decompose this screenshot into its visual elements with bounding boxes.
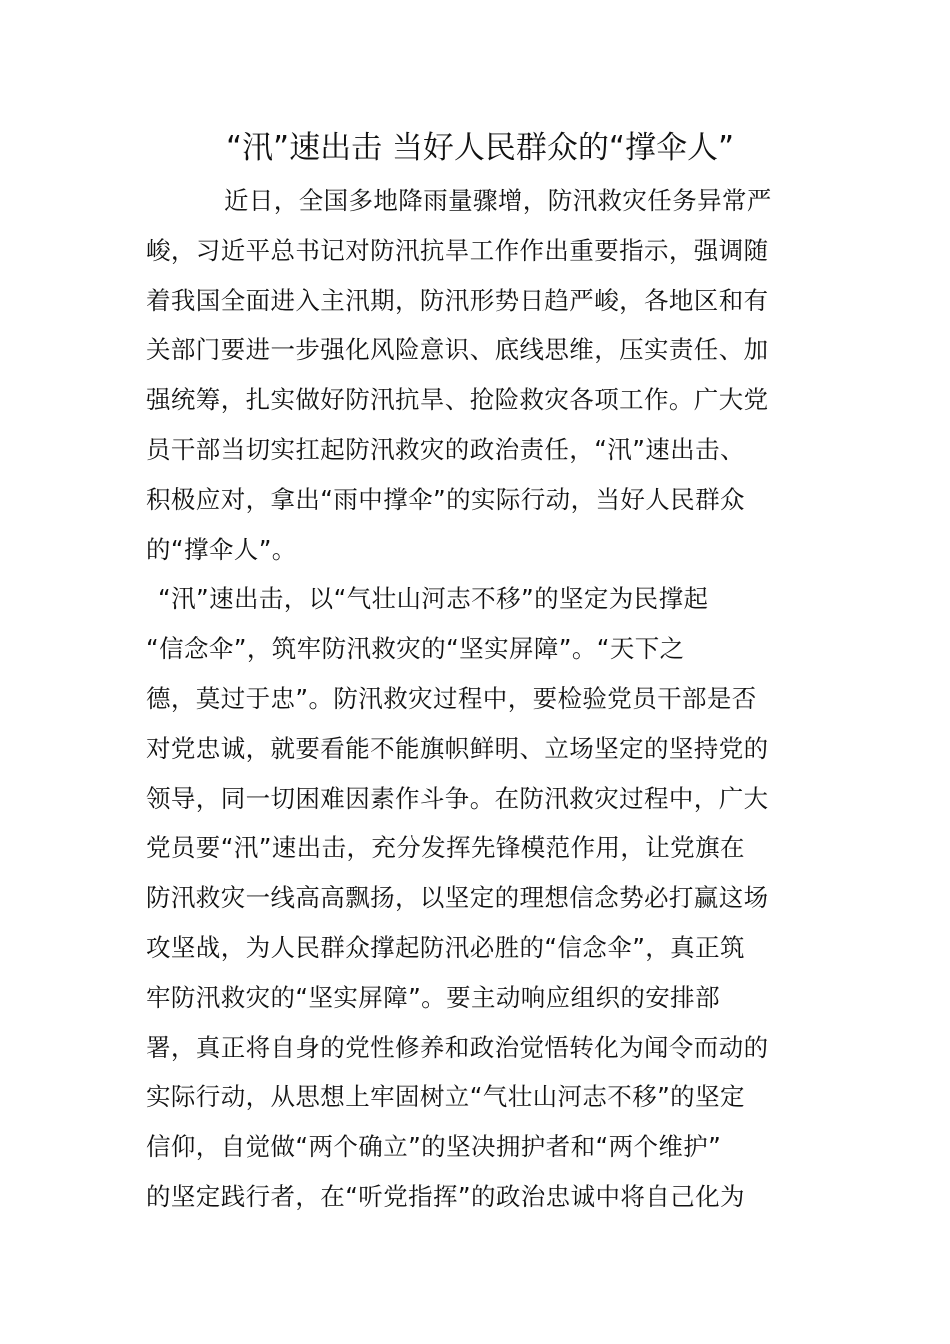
text-line: 强统筹，扎实做好防汛抗旱、抢险救灾各项工作。广大党 bbox=[146, 385, 769, 415]
document-title: “汛”速出击 当好人民群众的“撑伞人” bbox=[225, 130, 735, 166]
text-line: 牢防汛救灾的“坚实屏障”。要主动响应组织的安排部 bbox=[146, 982, 720, 1012]
text-line: 的“撑伞人”。 bbox=[146, 534, 297, 564]
document-body bbox=[146, 176, 806, 1222]
text-line: 德，莫过于忠”。防汛救灾过程中，要检验党员干部是否 bbox=[146, 683, 757, 713]
text-line: 积极应对，拿出“雨中撑伞”的实际行动，当好人民群众 bbox=[146, 484, 745, 514]
text-line: 领导，同一切困难因素作斗争。在防汛救灾过程中，广大 bbox=[146, 783, 769, 813]
text-line: 实际行动，从思想上牢固树立“气壮山河志不移”的坚定 bbox=[146, 1082, 745, 1112]
text-line: 峻，习近平总书记对防汛抗旱工作作出重要指示，强调随 bbox=[146, 235, 769, 265]
text-line: 党员要“汛”速出击，充分发挥先锋模范作用，让党旗在 bbox=[146, 833, 745, 863]
text-line: 着我国全面进入主汛期，防汛形势日趋严峻，各地区和有 bbox=[146, 285, 769, 315]
text-line: 防汛救灾一线高高飘扬，以坚定的理想信念势必打赢这场 bbox=[146, 883, 769, 913]
text-line: 对党忠诚，就要看能不能旗帜鲜明、立场坚定的坚持党的 bbox=[146, 733, 769, 763]
text-line: 近日，全国多地降雨量骤增，防汛救灾任务异常严 bbox=[224, 186, 772, 215]
text-line: 信仰，自觉做“两个确立”的坚决拥护者和“两个维护” bbox=[146, 1132, 722, 1162]
text-line: 的坚定践行者，在“听党指挥”的政治忠诚中将自己化为 bbox=[146, 1181, 745, 1211]
text-line: 员干部当切实扛起防汛救灾的政治责任，“汛”速出击、 bbox=[146, 434, 745, 464]
text-line: “信念伞”，筑牢防汛救灾的“坚实屏障”。“天下之 bbox=[146, 634, 685, 664]
text-line: “汛”速出击，以“气壮山河志不移”的坚定为民撑起 bbox=[158, 584, 709, 614]
text-line: 攻坚战，为人民群众撑起防汛必胜的“信念伞”，真正筑 bbox=[146, 932, 745, 962]
text-line: 署，真正将自身的党性修养和政治觉悟转化为闻令而动的 bbox=[146, 1032, 769, 1062]
text-line: 关部门要进一步强化风险意识、底线思维，压实责任、加 bbox=[146, 335, 769, 365]
